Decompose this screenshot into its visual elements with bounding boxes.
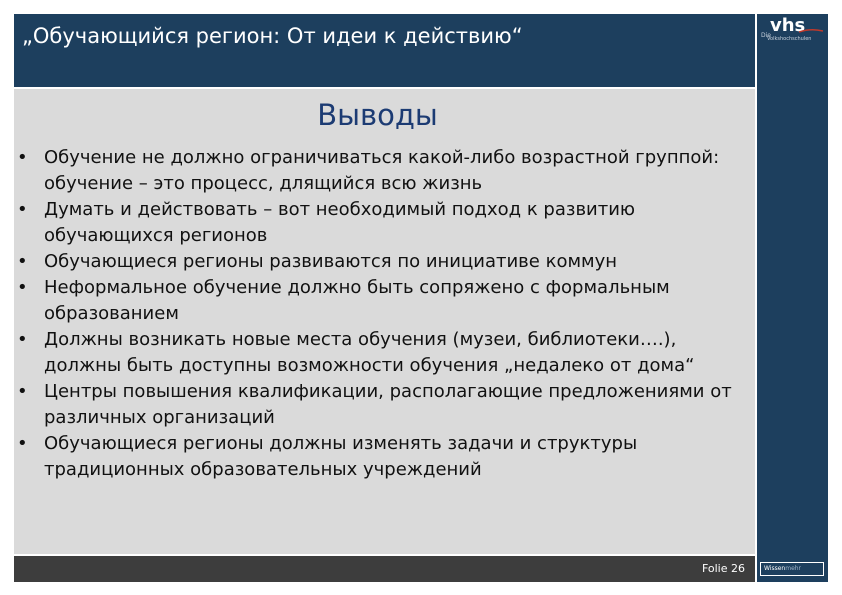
bullet-icon: • (17, 329, 28, 350)
slide-title: „Обучающийся регион: От идеи к действию“ (22, 24, 523, 48)
slide-number: Folie 26 (701, 562, 745, 575)
list-item (14, 197, 744, 249)
bullet-list (14, 145, 744, 483)
list-item (14, 431, 744, 483)
side-panel (757, 14, 828, 582)
list-item-text: Центры повышения квалификации, располагающие предложениями от различных организаций (44, 381, 732, 428)
logo-subtitle: Volkshochschulen (767, 36, 812, 42)
list-item (14, 249, 744, 275)
brand-part-1: Wissen (764, 565, 786, 572)
logo-prefix: Die (761, 32, 771, 39)
bullet-icon: • (17, 433, 28, 454)
list-item-text: Должны возникать новые места обучения (музеи, библиотеки….), должны быть доступны возможности обучения „недалеко от дома“ (44, 329, 695, 376)
list-item-text: Думать и действовать – вот необходимый подход к развитию обучающихся регионов (44, 199, 636, 246)
list-item-text: Обучение не должно ограничиваться какой-либо возрастной группой: обучение – это процесс, длящийся всю жизнь (44, 147, 720, 194)
bullet-icon: • (17, 251, 28, 272)
list-item (14, 379, 744, 431)
logo-swoosh-icon (799, 28, 823, 34)
bullet-icon: • (17, 277, 28, 298)
list-item (14, 327, 744, 379)
bullet-icon: • (17, 147, 28, 168)
brand-part-2: mehr (785, 565, 802, 572)
footer-bar (14, 556, 755, 582)
list-item-text: Неформальное обучение должно быть сопряжено с формальным образованием (44, 277, 670, 324)
list-item-text: Обучающиеся регионы должны изменять задачи и структуры традиционных образовательных учреждений (44, 433, 638, 480)
brand-mark (760, 562, 824, 576)
bullet-icon: • (17, 199, 28, 220)
bullet-icon: • (17, 381, 28, 402)
list-item (14, 145, 744, 197)
list-item-text: Обучающиеся регионы развиваются по инициативе коммун (44, 251, 618, 272)
list-item (14, 275, 744, 327)
section-heading: Выводы (317, 98, 438, 132)
vhs-logo (759, 14, 828, 48)
logo-name: vhs (770, 15, 806, 36)
